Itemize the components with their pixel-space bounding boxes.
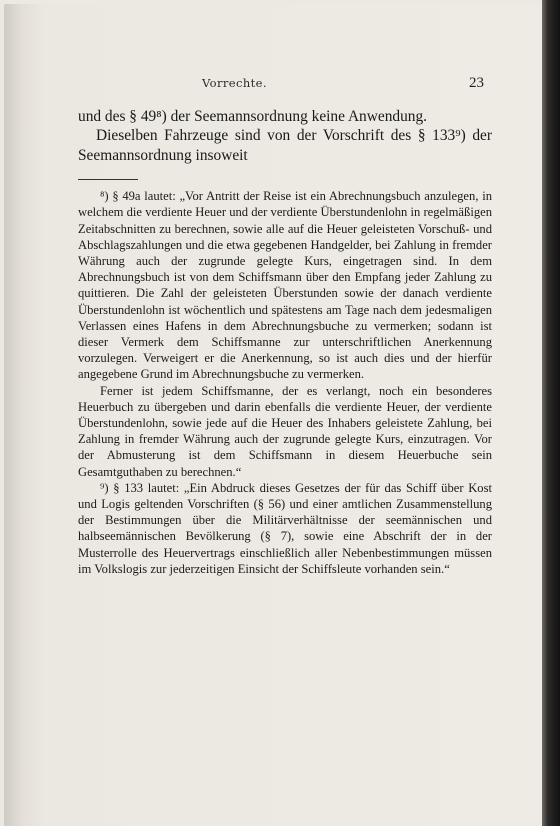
main-paragraph-2: Dieselben Fahrzeuge sind von der Vorschrift des § 133⁹) der Seemannsordnung insoweit	[78, 127, 492, 164]
footnote-9: ⁹) § 133 lautet: „Ein Abdruck dieses Gesetzes der für das Schiff über Kost und Logis geltenden Vorschriften (§ 56) und einer amtlichen Zusammenstellung der Bestimmungen über die Militärverhältnisse der seemännischen und halbseemännischen Bevölkerung (§ 7), sowie eine Abschrift der in der Musterrolle des Heuervertrags einschließlich aller Nebenbestimmungen müssen im Volkslogis zur jederzeitigen Einsicht der Schiffsleute vorhanden sein.“	[78, 480, 492, 576]
footnote-8-part-1: ⁸) § 49a lautet: „Vor Antritt der Reise ist ein Abrechnungsbuch anzulegen, in welchem die verdiente Heuer und der verdiente Überstundenlohn in regelmäßigen Zeitabschnitten zu berechnen, sowie alle auf die Heuer geleisteten Vorschuß- und Abschlagszahlungen und die etwa gegebenen Handgelder, bei Zahlung in fremder Währung auch der zugrunde gelegte Kurs, eingetragen sind. In dem Abrechnungsbuch ist von dem Schiffsmann über den Empfang jeder Zahlung zu quittieren. Die Zahl der geleisteten Überstunden sowie der danach verdiente Überstundenlohn ist wöchentlich und spätestens am Tage nach dem jedesmaligen Verlassen eines Hafens in dem Abrechnungsbuche zu vermerken; sodann ist dieser Vermerk dem Schiffsmanne zur unterschriftlichen Anerkennung vorzulegen. Verweigert er die Anerkennung, so ist auch dies und der hierfür angegebene Grund im Abrechnungsbuche zu vermerken.	[78, 189, 492, 382]
footnote-8-part-2: Ferner ist jedem Schiffsmanne, der es verlangt, noch ein besonderes Heuerbuch zu übergeben und darin ebenfalls die verdiente Heuer, der verdiente Überstundenlohn, sowie jede auf die Heuer des Inhabers geleistete Zahlung, bei Zahlung in fremder Währung auch der zugrunde gelegte Kurs, einzutragen. Vor der Abmusterung ist dem Schiffsmann in diesem Heuerbuche sein Gesamtguthaben zu berechnen.“	[78, 383, 492, 479]
page-number: 23	[469, 75, 484, 91]
running-head: Vorrechte.	[202, 76, 267, 90]
scan-gutter-edge	[542, 0, 560, 826]
page-content	[78, 66, 492, 577]
page-header	[78, 66, 492, 90]
main-paragraph-1: und des § 49⁸) der Seemannsordnung keine Anwendung.	[78, 108, 428, 125]
footnotes	[78, 188, 492, 577]
footnote-separator	[78, 179, 138, 180]
book-page	[4, 4, 542, 826]
main-text	[78, 107, 492, 165]
